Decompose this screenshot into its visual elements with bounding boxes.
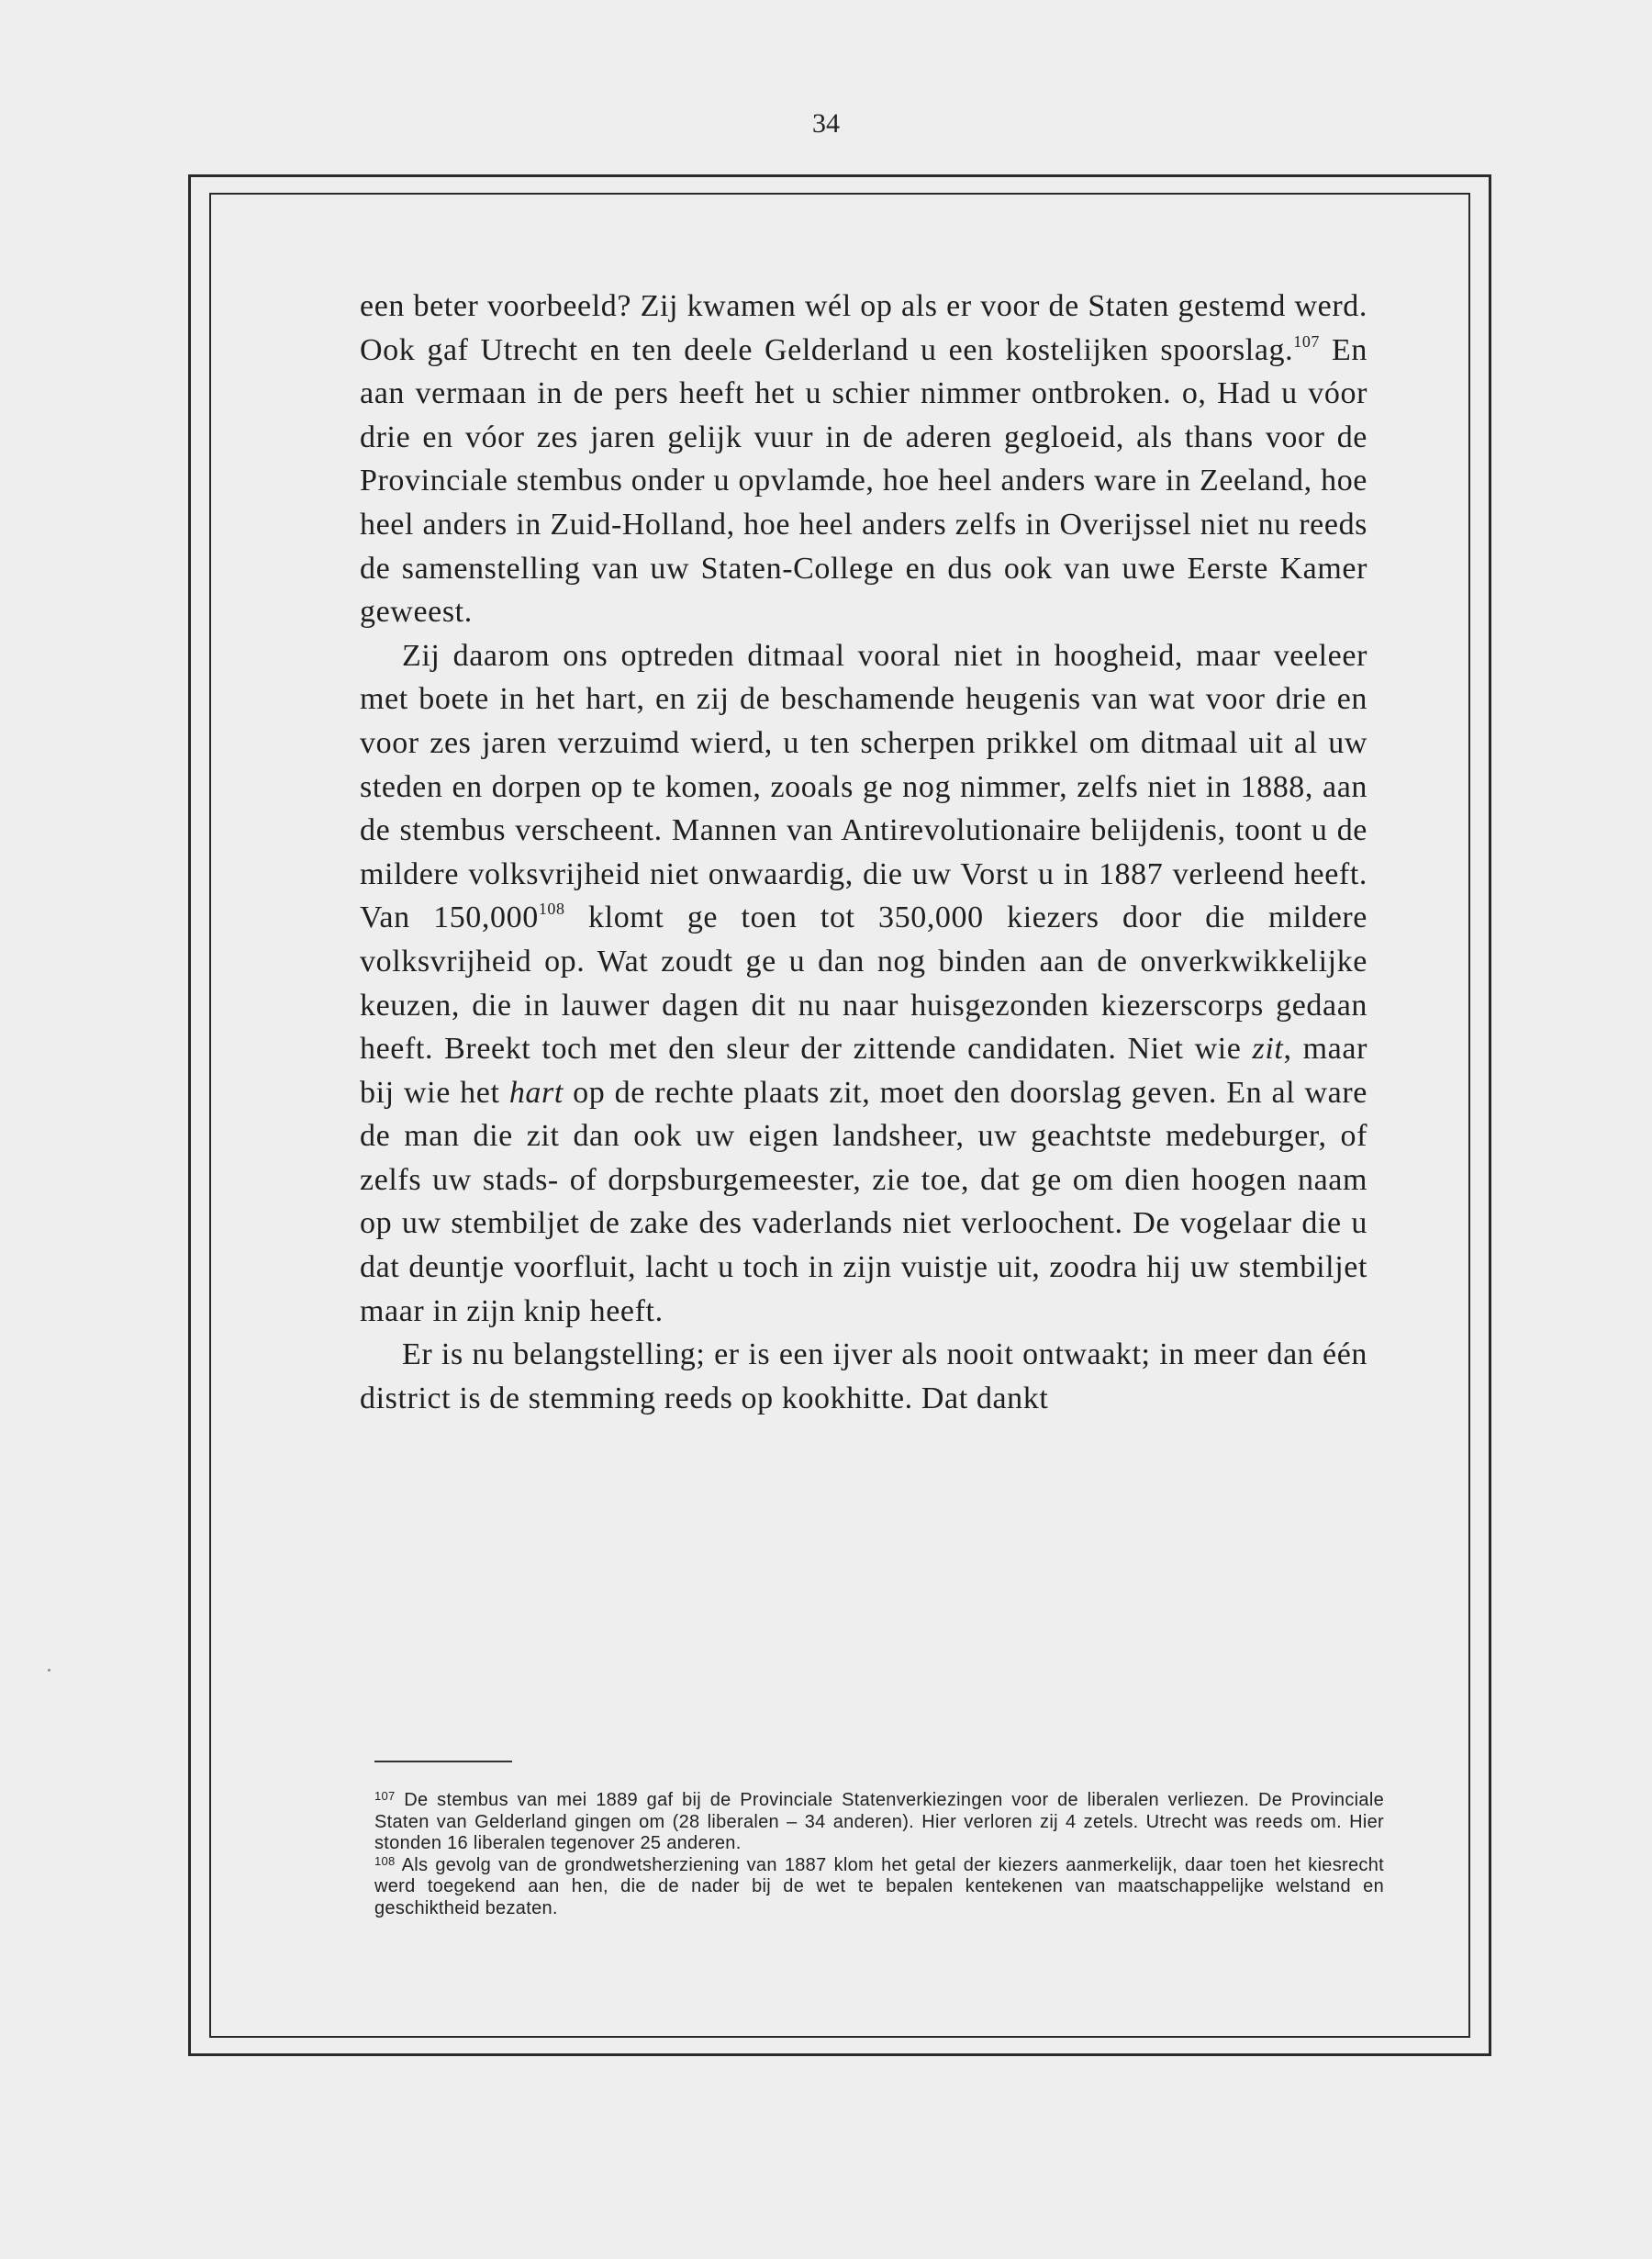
footnote-separator [374, 1761, 512, 1762]
footnote-text: Als gevolg van de grondwetsherziening van 1887 klom het getal der kiezers aanmerkelijk, daar toen het kiesrecht werd toegekend aan hen, die de nader bij de wet te bepalen kentekenen van maatschappelijke welstand en geschiktheid bezaten. [374, 1854, 1384, 1918]
text-run: Zij daarom ons optreden ditmaal vooral niet in hoogheid, maar veeleer met boete in het hart, en zij de beschamende heugenis van wat voor drie en voor zes jaren verzuimd wierd, u ten scherpen prikkel om ditmaal uit al uw steden en dorpen op te komen, zooals ge nog nimmer, zelfs niet in 1888, aan de stembus verscheent. Mannen van Antirevolutionaire belijdenis, toont u de mildere volksvrijheid niet onwaardig, die uw Vorst u in 1887 verleend heeft. Van 150,000 [360, 638, 1367, 935]
main-text-block [360, 285, 1367, 1420]
footnote-marker: 107 [374, 1789, 396, 1803]
page-number: 34 [812, 108, 840, 139]
text-run: En aan vermaan in de pers heeft het u schier nimmer ontbroken. o, Had u vóor drie en vóor zes jaren gelijk vuur in de aderen gegloeid, als thans voor de Provinciale stembus onder u opvlamde, hoe heel anders ware in Zeeland, hoe heel anders in Zuid-Holland, hoe heel anders zelfs in Overijssel niet nu reeds de samenstelling van uw Staten-College en dus ook van uwe Eerste Kamer geweest. [360, 332, 1367, 630]
body-paragraph [360, 285, 1367, 634]
body-paragraph [360, 634, 1367, 1334]
italic-text: hart [508, 1075, 564, 1110]
text-run: Er is nu belangstelling; er is een ijver als nooit ontwaakt; in meer dan één district is de stemming reeds op kookhitte. Dat dankt [360, 1337, 1367, 1415]
footnote-reference: 107 [1293, 331, 1321, 351]
footnote-marker: 108 [374, 1853, 396, 1868]
footnote [374, 1855, 1384, 1920]
footnote [374, 1790, 1384, 1855]
footnotes-block [374, 1790, 1384, 1919]
footnote-text: De stembus van mei 1889 gaf bij de Provinciale Statenverkiezingen voor de liberalen verliezen. De Provinciale Staten van Gelderland gingen om (28 liberalen – 34 anderen). Hier verloren zij 4 zetels. Utrecht was reeds om. Hier stonden 16 liberalen tegenover 25 anderen. [374, 1790, 1384, 1853]
text-run: op de rechte plaats zit, moet den doorslag geven. En al ware de man die zit dan ook uw eigen landsheer, uw geachtste medeburger, of zelfs uw stads- of dorpsburgemeester, zie toe, dat ge om dien hoogen naam op uw stembiljet de zake des vaderlands niet verloochent. De vogelaar die u dat deuntje voorfluit, lacht u toch in zijn vuistje uit, zoodra hij uw stembiljet maar in zijn knip heeft. [360, 1075, 1367, 1328]
italic-text: zit [1252, 1032, 1284, 1067]
text-run: , maar bij wie het [360, 1032, 1367, 1110]
body-paragraph [360, 1333, 1367, 1420]
margin-speck [48, 1669, 50, 1672]
footnote-reference: 108 [538, 900, 565, 919]
text-run: klomt ge toen tot 350,000 kiezers door die mildere volksvrijheid op. Wat zoudt ge u dan nog binden aan de onverkwikkelijke keuzen, die in lauwer dagen dit nu naar huisgezonden kiezerscorps gedaan heeft. Breekt toch met den sleur der zittende candidaten. Niet wie [360, 900, 1367, 1067]
text-run: een beter voorbeeld? Zij kwamen wél op als er voor de Staten gestemd werd. Ook gaf Utrecht en ten deele Gelderland u een kostelijken spoorslag. [360, 289, 1367, 367]
